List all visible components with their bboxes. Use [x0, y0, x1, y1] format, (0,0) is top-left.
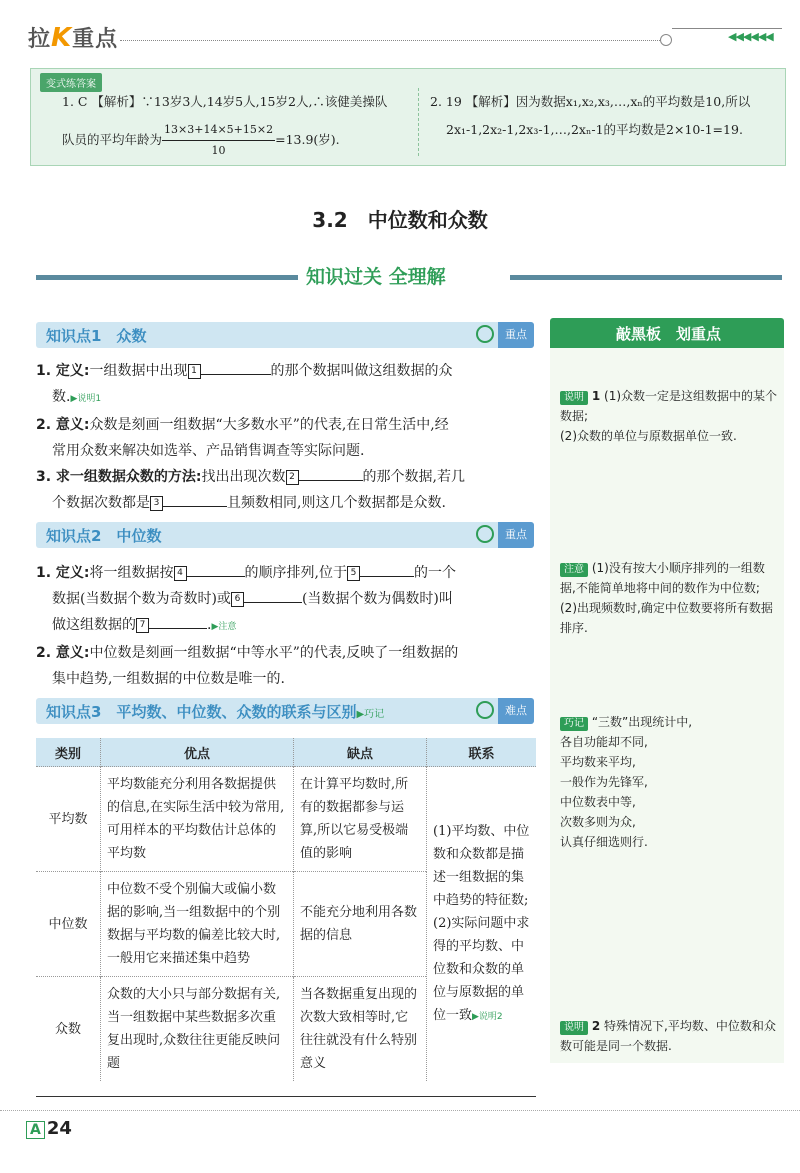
sidebar-note-2: 注意 (1)没有按大小顺序排列的一组数据,不能简单地将中间的数作为中位数; (2)出现频数时,确定中位数要将所有数据排序. [560, 561, 773, 635]
table-cell: 平均数能充分利用各数据提供的信息,在实际生活中较为常用,可用样本的平均数估计总体的平均数 [101, 767, 294, 872]
table-cell: 平均数 [36, 767, 101, 872]
sidebar-background [550, 348, 784, 1063]
kp3-header: 知识点3 平均数、中位数、众数的联系与区别▶巧记 难点 [36, 698, 534, 724]
table-header: 联系 [427, 738, 537, 767]
kp2-header: 知识点2 中位数 重点 [36, 522, 534, 548]
footer-rule [0, 1110, 800, 1111]
target-icon [476, 325, 494, 343]
answer-1: 1. C 【解析】∵13岁3人,14岁5人,15岁2人,∴该健美操队 队员的平均年龄为 $\frac{13\times 3+14\times 5+15\times 2}{10}$ =13.9(岁). [62, 94, 388, 157]
table-bottom-rule [36, 1096, 536, 1097]
header-rule-right [672, 28, 782, 29]
target-icon [476, 525, 494, 543]
page-number: A 24 [26, 1118, 72, 1139]
band-rule-left [36, 275, 298, 280]
table-cell: 不能充分地利用各数据的信息 [294, 872, 427, 977]
table-cell-link: (1)平均数、中位数和众数都是描述一组数据的集中趋势的特征数;(2)实际问题中求得的平均数、中位数和众数的单位与原数据的单位一致▶说明2 [427, 767, 537, 1082]
table-cell: 众数 [36, 977, 101, 1082]
header-circle [660, 34, 672, 46]
table-header: 缺点 [294, 738, 427, 767]
answer-divider [418, 88, 419, 156]
table-cell: 在计算平均数时,所有的数据都参与运算,所以它易受极端值的影响 [294, 767, 427, 872]
section-title: 3.2 中位数和众数 [312, 208, 488, 232]
table-cell: 当各数据重复出现的次数大致相等时,它往往就没有什么特别意义 [294, 977, 427, 1082]
sidebar-header: 敲黑板 划重点 [550, 318, 784, 348]
sidebar-note-1: 说明 1 (1)众数一定是这组数据中的某个数据; (2)众数的单位与原数据单位一致. [560, 389, 778, 443]
kp2-body: 1. 定义:将一组数据按 4 的顺序排列,位于 5 的一个 数据(当数据个数为奇数时)或 6 (当数据个数为偶数时)叫 做这组数据的 7 .▶注意 2. 意义:中位数是刻画一组数据“中等水平”的代表,反映了一组数据的 集中趋势,一组数据的中位数是唯一的. [36, 565, 459, 687]
kp1-header: 知识点1 众数 重点 [36, 322, 534, 348]
table-header: 优点 [101, 738, 294, 767]
kp1-body: 1. 定义:一组数据中出现 1 的那个数据叫做这组数据的众 数.▶说明1 2. 意义:众数是刻画一组数据“大多数水平”的代表,在日常生活中,经 常用众数来解决如选举、产品销售调查等实际问题. 3. 求一组数据众数的方法:找出出现次数 2 的那个数据,若几 个数据次数都是 3 且频数相同,则这几个数据都是众数. [36, 363, 465, 511]
table-cell: 中位数 [36, 872, 101, 977]
answer-2: 2. 19 【解析】因为数据x₁,x₂,x₃,…,xₙ的平均数是10,所以 2x₁-1,2x₂-1,2x₃-1,…,2xₙ-1的平均数是2×10-1=19. [430, 94, 751, 137]
comparison-table [36, 738, 536, 1081]
table-header: 类别 [36, 738, 101, 767]
table-cell: 中位数不受个别偏大或偏小数据的影响,当一组数据中的个别数据与平均数的偏差比较大时,一般用它来描述集中趋势 [101, 872, 294, 977]
table-header-row [36, 738, 536, 767]
search-icon [476, 701, 494, 719]
table-cell: 众数的大小只与部分数据有关,当一组数据中某些数据多次重复出现时,众数往往更能反映问题 [101, 977, 294, 1082]
answer-tag: 变式练答案 [40, 73, 102, 92]
header-rule [120, 40, 660, 41]
sidebar-note-3: 巧记 “三数”出现统计中, 各自功能却不同, 平均数来平均, 一般作为先锋军, 中位数表中等, 次数多则为众, 认真仔细选则行. [560, 715, 693, 849]
sidebar-note-4: 说明 2 特殊情况下,平均数、中位数和众数可能是同一个数据. [560, 1019, 776, 1053]
band-title: 知识过关 全理解 [306, 266, 446, 288]
table-row [36, 767, 536, 872]
band-rule-right [510, 275, 782, 280]
brand-logo: 拉K重点 [28, 23, 119, 53]
header-arrows-icon: ◀◀◀◀◀◀ [728, 30, 773, 43]
